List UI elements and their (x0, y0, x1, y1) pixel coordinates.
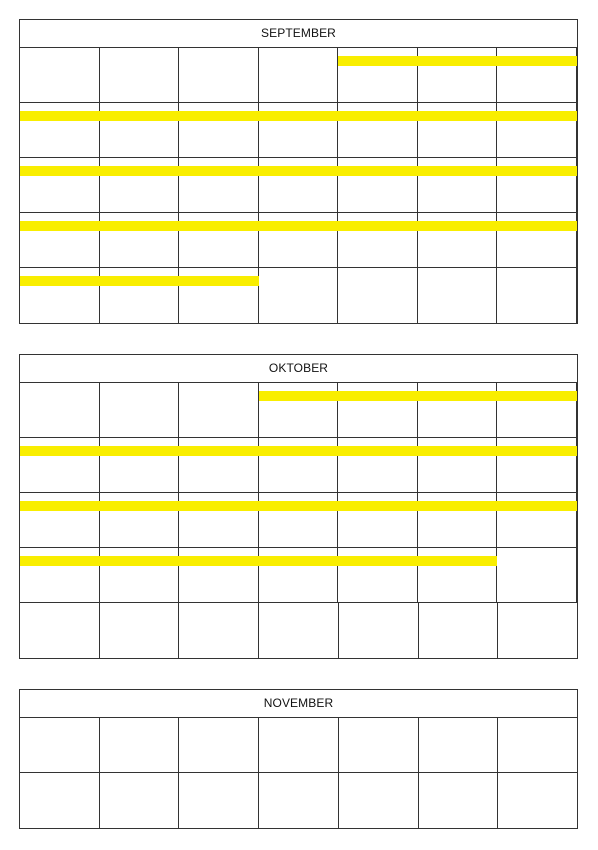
day-cell[interactable] (179, 603, 259, 658)
month-november (19, 689, 578, 829)
day-cell[interactable] (20, 773, 100, 828)
week-row (20, 268, 577, 323)
day-cell[interactable] (259, 603, 339, 658)
day-cell[interactable] (338, 268, 418, 323)
day-cell[interactable] (498, 773, 577, 828)
week-row (20, 383, 577, 438)
day-cell[interactable] (179, 718, 259, 772)
week-row (20, 548, 577, 603)
day-cell[interactable] (100, 773, 180, 828)
month-oktober (19, 354, 578, 659)
day-cell[interactable] (20, 603, 100, 658)
month-title: SEPTEMBER (20, 20, 577, 48)
month-september (19, 19, 578, 324)
day-cell[interactable] (259, 48, 339, 102)
day-cell[interactable] (20, 718, 100, 772)
week-grid (20, 383, 577, 658)
day-cell[interactable] (179, 383, 259, 437)
week-row (20, 718, 577, 773)
week-row (20, 438, 577, 493)
day-cell[interactable] (20, 48, 100, 102)
week-row (20, 213, 577, 268)
highlight-bar (20, 446, 577, 456)
day-cell[interactable] (419, 603, 499, 658)
week-row (20, 603, 577, 658)
highlight-bar (259, 391, 577, 401)
week-row (20, 103, 577, 158)
day-cell[interactable] (179, 48, 259, 102)
day-cell[interactable] (339, 718, 419, 772)
day-cell[interactable] (339, 773, 419, 828)
highlight-bar (20, 166, 577, 176)
day-cell[interactable] (498, 718, 577, 772)
day-cell[interactable] (259, 718, 339, 772)
day-cell[interactable] (418, 268, 498, 323)
week-row (20, 158, 577, 213)
week-row (20, 48, 577, 103)
highlight-bar (20, 556, 497, 566)
day-cell[interactable] (419, 773, 499, 828)
day-cell[interactable] (20, 383, 100, 437)
day-cell[interactable] (419, 718, 499, 772)
day-cell[interactable] (497, 548, 577, 602)
highlight-bar (20, 111, 577, 121)
day-cell[interactable] (497, 268, 577, 323)
day-cell[interactable] (259, 268, 339, 323)
day-cell[interactable] (339, 603, 419, 658)
week-row (20, 773, 577, 828)
day-cell[interactable] (100, 718, 180, 772)
day-cell[interactable] (259, 773, 339, 828)
day-cell[interactable] (498, 603, 577, 658)
day-cell[interactable] (100, 48, 180, 102)
highlight-bar (20, 501, 577, 511)
day-cell[interactable] (100, 603, 180, 658)
highlight-bar (20, 276, 259, 286)
day-cell[interactable] (100, 383, 180, 437)
highlight-bar (20, 221, 577, 231)
week-grid (20, 48, 577, 323)
highlight-bar (338, 56, 577, 66)
week-grid (20, 718, 577, 828)
month-title: OKTOBER (20, 355, 577, 383)
month-title: NOVEMBER (20, 690, 577, 718)
day-cell[interactable] (179, 773, 259, 828)
week-row (20, 493, 577, 548)
